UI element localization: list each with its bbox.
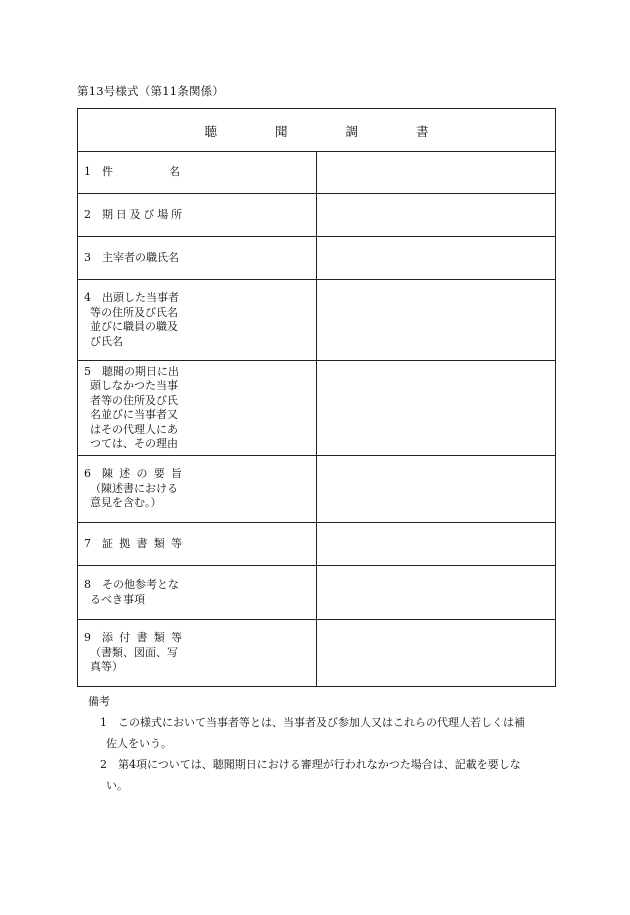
absent-parties-field[interactable] — [317, 361, 556, 456]
row-label — [78, 566, 317, 620]
row-number: 1 — [84, 165, 91, 179]
row-label — [78, 194, 317, 237]
row-number: 6 — [84, 467, 91, 481]
label-text: 聴聞の期日に出 — [102, 364, 179, 378]
label-line: るべき事項 — [90, 592, 145, 606]
case-name-field[interactable] — [317, 152, 556, 194]
other-matters-field[interactable] — [317, 566, 556, 620]
remark-text-cont: い。 — [106, 779, 128, 792]
remark-item — [100, 712, 558, 754]
form-row-other-matters — [78, 566, 556, 620]
label-text: 主宰者の職氏名 — [102, 250, 179, 264]
title-char: 調 — [345, 123, 359, 139]
label-char: の — [136, 467, 148, 481]
title-char: 聞 — [274, 123, 288, 139]
row-label — [78, 152, 317, 194]
row-number: 5 — [84, 364, 91, 378]
remark-number: 2 — [100, 758, 107, 771]
label-char: 類 — [153, 631, 165, 645]
label-line: つては、その理由 — [90, 437, 178, 450]
label-char: 等 — [171, 631, 182, 645]
label-char: 陳 — [102, 467, 113, 481]
form-title — [78, 109, 556, 152]
row-label — [78, 361, 317, 456]
title-char: 聴 — [204, 123, 217, 139]
form-row-case-name — [78, 152, 556, 194]
label-line: 並びに職員の職及 — [90, 320, 178, 333]
label-line: （書類、図面、写 — [90, 645, 178, 659]
label-char: 要 — [153, 467, 165, 481]
remark-text-cont: 佐人をいう。 — [106, 737, 172, 750]
label-char: 類 — [153, 536, 165, 550]
label-char: 日 — [115, 207, 127, 221]
row-label — [78, 620, 317, 687]
hearing-record-form — [77, 108, 556, 687]
label-char: 拠 — [119, 536, 131, 550]
statement-summary-field[interactable] — [317, 456, 556, 523]
title-row — [78, 109, 556, 152]
label-char: 証 — [102, 536, 113, 550]
date-place-field[interactable] — [317, 194, 556, 237]
row-number: 4 — [84, 291, 91, 304]
label-line: 頭しなかつた当事 — [90, 379, 178, 392]
presiding-officer-field[interactable] — [317, 237, 556, 280]
form-number: 第13号様式（第11条関係） — [77, 84, 225, 98]
remarks-section — [88, 691, 558, 796]
label-char: 名 — [169, 165, 180, 179]
attachments-field[interactable] — [317, 620, 556, 687]
remark-item — [100, 754, 558, 796]
form-row-evidence — [78, 523, 556, 566]
label-char: 書 — [136, 536, 148, 550]
label-char: 及 — [129, 207, 141, 221]
form-row-attachments — [78, 620, 556, 687]
label-line: び氏名 — [90, 334, 123, 348]
label-char: 件 — [102, 165, 113, 179]
row-label — [78, 456, 317, 523]
form-row-appeared-parties — [78, 280, 556, 361]
evidence-field[interactable] — [317, 523, 556, 566]
remark-text: この様式において当事者等とは、当事者及び参加人又はこれらの代理人若しくは補 — [118, 716, 525, 729]
remark-text: 第4項については、聴聞期日における審理が行われなかつた場合は、記載を要しな — [118, 758, 521, 771]
remark-number: 1 — [100, 716, 107, 729]
label-line: 意見を含む。） — [90, 496, 162, 510]
appeared-parties-field[interactable] — [317, 280, 556, 361]
form-row-presiding-officer — [78, 237, 556, 280]
row-label — [78, 523, 317, 566]
label-char: 期 — [102, 207, 113, 221]
row-number: 2 — [84, 207, 91, 221]
label-text: 出頭した当事者 — [102, 291, 179, 304]
form-row-date-place — [78, 194, 556, 237]
row-number: 9 — [84, 631, 91, 645]
label-char: 付 — [119, 631, 131, 645]
row-label — [78, 280, 317, 361]
form-row-absent-parties — [78, 361, 556, 456]
form-row-statement-summary — [78, 456, 556, 523]
remarks-heading: 備考 — [88, 695, 110, 708]
label-line: 真等） — [90, 660, 123, 674]
row-number: 7 — [84, 536, 91, 550]
label-text: その他参考とな — [102, 578, 179, 591]
label-char: 場 — [157, 207, 169, 221]
row-label — [78, 237, 317, 280]
label-char: 書 — [136, 631, 148, 645]
label-line: （陳述書における — [90, 481, 178, 495]
label-char: 述 — [119, 467, 131, 481]
row-number: 8 — [84, 578, 91, 591]
label-char: び — [143, 207, 155, 221]
label-char: 旨 — [171, 467, 182, 481]
label-char: 添 — [102, 631, 113, 645]
row-number: 3 — [84, 250, 91, 264]
title-char: 書 — [416, 123, 429, 139]
label-line: 名並びに当事者又 — [90, 408, 178, 421]
label-line: はその代理人にあ — [90, 422, 178, 436]
label-line: 等の住所及び氏名 — [90, 305, 178, 319]
label-line: 者等の住所及び氏 — [90, 393, 178, 407]
label-char: 所 — [170, 207, 182, 221]
label-char: 等 — [171, 536, 182, 550]
